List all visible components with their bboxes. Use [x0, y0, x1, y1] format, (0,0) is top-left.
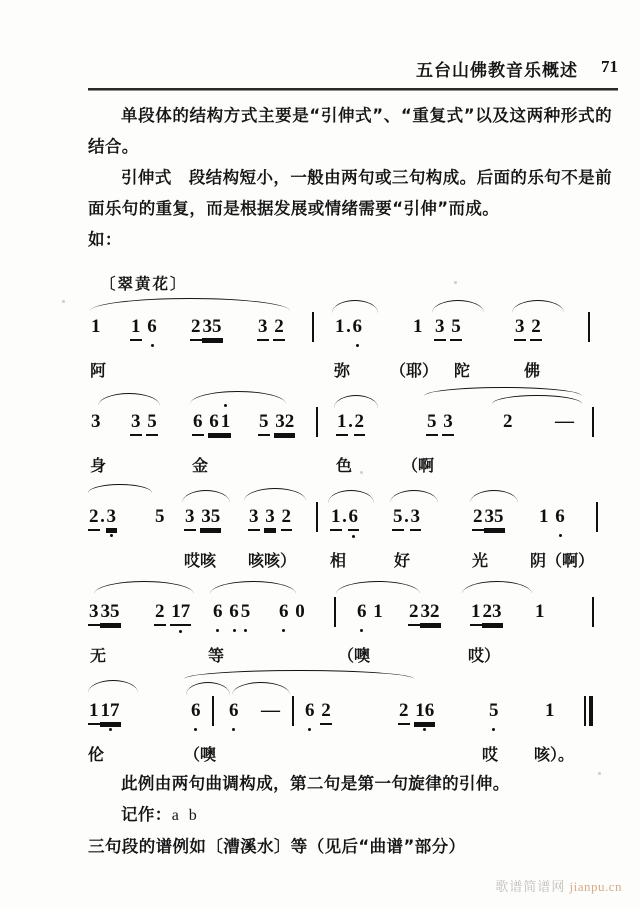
- closing-paragraph-2: [88, 799, 612, 831]
- score-line-5: [72, 676, 612, 776]
- scan-speck: [62, 300, 65, 303]
- barline: [212, 696, 214, 726]
- closing-paragraph-1: 此例由两句曲调构成，第二句是第一句旋律的引伸。: [121, 774, 510, 793]
- note-group: 2 16: [398, 700, 435, 725]
- lyric-syllable: 金: [192, 456, 209, 475]
- scan-speck: [360, 471, 363, 474]
- slur-icon: [334, 395, 378, 408]
- note-group: 3 2: [514, 316, 542, 341]
- end-barline: [584, 696, 596, 726]
- score-line-4: [72, 581, 612, 676]
- note-group: 3 5: [130, 411, 158, 436]
- note-group: 3 3 2: [248, 506, 292, 531]
- lyric-syllable: 咳）。: [534, 745, 575, 764]
- barline: [312, 312, 314, 342]
- lyric-syllable: 哎: [482, 745, 499, 764]
- slur-icon: [94, 581, 194, 594]
- lyric-syllable: （耶）: [390, 361, 439, 380]
- note-group: 1: [91, 316, 101, 337]
- slur-icon: [432, 300, 484, 313]
- note-group: 5: [155, 506, 165, 527]
- barline: [292, 696, 294, 726]
- closing-text: [88, 768, 612, 862]
- header-rule: [88, 88, 618, 90]
- note-group: 3: [91, 411, 101, 432]
- note-group: 2.3: [88, 506, 117, 531]
- note-group: 1 17: [88, 700, 121, 725]
- note-group: 1 23: [470, 601, 503, 626]
- lyric-syllable: 哎咳: [184, 551, 217, 570]
- slur-icon: [210, 581, 296, 594]
- lyric-syllable: 陀: [454, 361, 471, 380]
- lyric-syllable: 弥: [334, 361, 351, 380]
- lyric-syllable: （啊: [402, 456, 435, 475]
- lyric-syllable: 佛: [524, 361, 541, 380]
- scan-speck: [598, 772, 601, 775]
- lyric-syllable: 好: [394, 551, 411, 570]
- note-group: 5: [489, 700, 499, 721]
- note-group: 6 0: [279, 601, 305, 622]
- note-group: —: [555, 411, 574, 432]
- slur-icon: [332, 300, 378, 313]
- slur-icon: [512, 300, 564, 313]
- slur-icon: [182, 490, 230, 503]
- slur-icon: [390, 490, 438, 503]
- note-group: 2: [503, 411, 513, 432]
- note-group: 2 35: [190, 316, 223, 341]
- lyric-syllable: 阿: [90, 361, 107, 380]
- note-group: 2 17: [154, 601, 191, 626]
- jianpu-score: [72, 272, 612, 776]
- note-group: 3 5: [434, 316, 462, 341]
- barline: [334, 597, 336, 627]
- watermark-domain: jianpu.cn: [569, 879, 622, 894]
- slur-icon: [88, 680, 138, 693]
- barline: [592, 597, 594, 627]
- note-group: 6 1: [357, 601, 383, 622]
- note-group: —: [261, 700, 280, 721]
- paragraph-2: 引伸式 段结构短小，一般由两句或三句构成。后面的乐句不是前面乐句的重复，而是根据发展或情绪需要“引伸”而成。: [88, 168, 612, 218]
- note-group: 1: [413, 316, 423, 337]
- note-group: 2 35: [472, 506, 505, 531]
- lyric-syllable: 身: [90, 456, 107, 475]
- note-group: 5.3: [392, 506, 421, 531]
- page-title: 五台山佛教音乐概述: [416, 61, 578, 81]
- slur-icon: [462, 581, 532, 594]
- note-group: 1.6: [335, 316, 362, 337]
- slur-icon: [232, 682, 290, 695]
- slur-icon: [492, 395, 582, 404]
- note-group: 1.2: [336, 411, 365, 436]
- slur-icon: [244, 488, 306, 501]
- paragraph-3: 如：: [88, 230, 122, 249]
- note-group: 3 35: [184, 506, 221, 531]
- watermark: [495, 876, 622, 895]
- note-group: 3 2: [257, 316, 285, 341]
- note-group: 6: [191, 700, 201, 721]
- lyric-syllable: 色: [336, 456, 353, 475]
- barline: [592, 407, 594, 437]
- slur-icon: [190, 391, 286, 404]
- slur-icon: [470, 490, 518, 503]
- note-group: 1 6: [539, 506, 565, 527]
- note-group: 5 32: [258, 411, 295, 436]
- note-group: 6 6 1: [192, 411, 231, 436]
- closing-paragraph-3: 三句段的谱例如〔漕溪水〕等（见后“曲谱”部分）: [88, 837, 466, 856]
- notation-value: a b: [171, 807, 200, 824]
- scan-speck: [454, 281, 457, 284]
- note-group: 1: [545, 700, 555, 721]
- note-group: 6 6 5: [213, 601, 251, 622]
- note-group: 1.6: [330, 506, 359, 531]
- lyric-syllable: 阴（啊）: [530, 551, 595, 570]
- slur-icon: [336, 581, 420, 594]
- paragraph-1: 单段体的结构方式主要是“引伸式”、“重复式”以及这两种形式的结合。: [88, 106, 612, 156]
- slur-icon: [186, 682, 230, 695]
- note-group: 2 32: [408, 601, 441, 626]
- lyric-syllable: 伦: [88, 745, 105, 764]
- score-line-3: [72, 486, 612, 581]
- lyric-syllable: 哎）: [468, 646, 501, 665]
- slur-icon: [88, 484, 152, 493]
- running-head: [0, 56, 640, 90]
- lyric-syllable: 光: [472, 551, 489, 570]
- barline: [316, 502, 318, 532]
- slur-icon: [328, 490, 374, 503]
- score-line-1: [72, 296, 612, 391]
- score-line-2: [72, 391, 612, 486]
- barline: [316, 407, 318, 437]
- note-group: 1 6: [130, 316, 158, 341]
- lyric-syllable: （噢: [184, 745, 217, 764]
- watermark-site-name: 歌谱简谱网: [495, 880, 566, 895]
- note-group: 6 2: [304, 700, 332, 725]
- barline: [596, 502, 598, 532]
- slur-icon: [90, 298, 290, 311]
- lyric-syllable: 等: [208, 646, 225, 665]
- lyric-syllable: （噢: [338, 646, 371, 665]
- notation-label: 记作：: [121, 805, 172, 824]
- note-group: 1: [535, 601, 545, 622]
- body-text: [88, 100, 612, 255]
- tune-title: 〔翠黄花〕: [100, 275, 188, 293]
- lyric-syllable: 无: [90, 646, 107, 665]
- page-number: 71: [601, 57, 618, 76]
- note-group: 6: [229, 700, 239, 721]
- lyric-syllable: 咳咳）: [248, 551, 297, 570]
- note-group: 3 35: [88, 601, 121, 626]
- lyric-syllable: 相: [330, 551, 347, 570]
- note-group: 5 3: [426, 411, 454, 436]
- slur-icon: [98, 393, 160, 406]
- barline: [588, 312, 590, 342]
